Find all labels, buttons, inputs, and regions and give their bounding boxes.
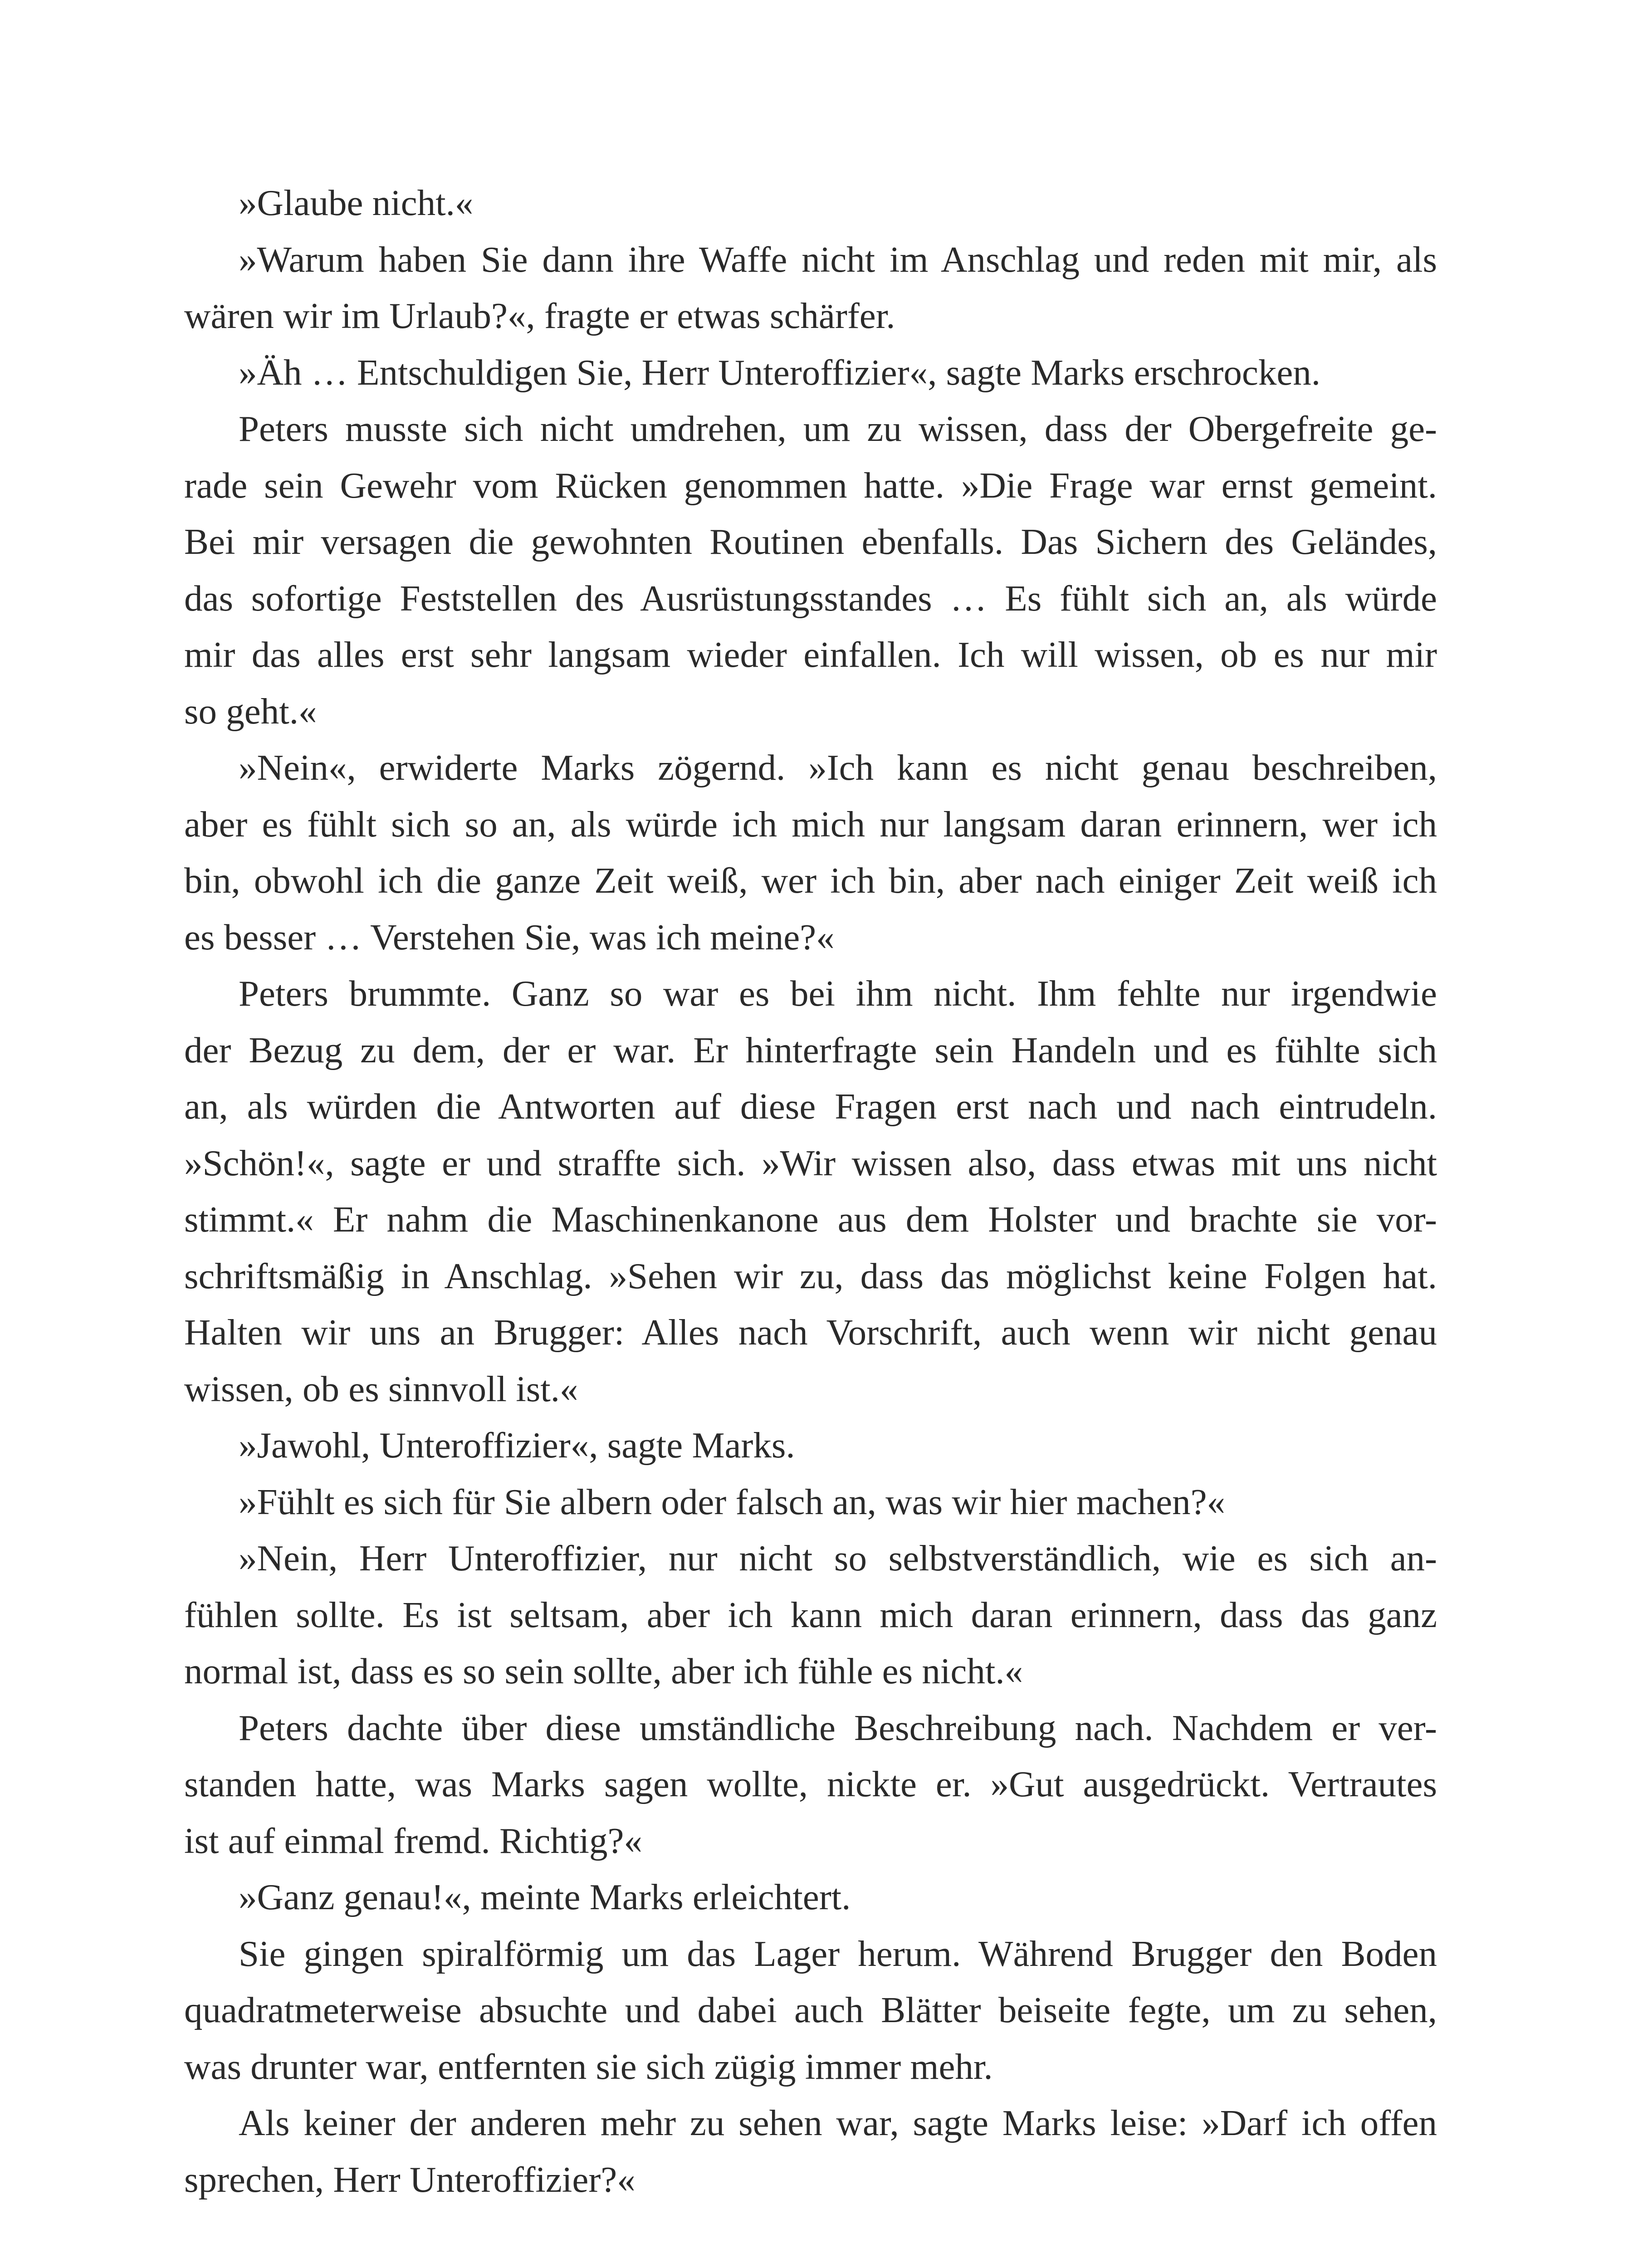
text-line: standen hatte, was Marks sagen wollte, nickte er. »Gut ausgedrückt. Vertrautes	[184, 1764, 1437, 1804]
text-line: bin, obwohl ich die ganze Zeit weiß, wer ich bin, aber nach einiger Zeit weiß ich	[184, 860, 1437, 901]
text-line: Peters musste sich nicht umdrehen, um zu wissen, dass der Obergefreite ge-	[239, 408, 1437, 449]
text-line: was drunter war, entfernten sie sich zügig immer mehr.	[184, 2046, 993, 2087]
text-line: wären wir im Urlaub?«, fragte er etwas schärfer.	[184, 295, 895, 336]
text-line: »Äh … Entschuldigen Sie, Herr Unteroffizier«, sagte Marks erschrocken.	[239, 352, 1321, 393]
text-line: normal ist, dass es so sein sollte, aber ich fühle es nicht.«	[184, 1651, 1023, 1691]
text-line: es besser … Verstehen Sie, was ich meine?«	[184, 916, 835, 958]
text-line: Als keiner der anderen mehr zu sehen war, sagte Marks leise: »Darf ich offen	[239, 2102, 1437, 2143]
text-line: »Warum haben Sie dann ihre Waffe nicht im Anschlag und reden mit mir, als	[239, 239, 1437, 280]
text-line: rade sein Gewehr vom Rücken genommen hatte. »Die Frage war ernst gemeint.	[184, 464, 1437, 506]
text-line: stimmt.« Er nahm die Maschinenkanone aus dem Holster und brachte sie vor-	[184, 1199, 1437, 1240]
text-line: mir das alles erst sehr langsam wieder einfallen. Ich will wissen, ob es nur mir	[184, 634, 1437, 675]
text-line: aber es fühlt sich so an, als würde ich mich nur langsam daran erinnern, wer ich	[184, 803, 1437, 845]
text-line: »Nein, Herr Unteroffizier, nur nicht so selbstverständlich, wie es sich an-	[239, 1538, 1437, 1579]
text-line: Bei mir versagen die gewohnten Routinen ebenfalls. Das Sichern des Geländes,	[184, 521, 1437, 562]
text-line: der Bezug zu dem, der er war. Er hinterfragte sein Handeln und es fühlte sich	[184, 1029, 1437, 1070]
text-line: »Fühlt es sich für Sie albern oder falsch an, was wir hier machen?«	[239, 1481, 1226, 1522]
text-line: »Glaube nicht.«	[239, 182, 474, 223]
text-line: wissen, ob es sinnvoll ist.«	[184, 1368, 578, 1409]
text-line: fühlen sollte. Es ist seltsam, aber ich kann mich daran erinnern, dass das ganz	[184, 1594, 1437, 1635]
text-line: das sofortige Feststellen des Ausrüstungsstandes … Es fühlt sich an, als würde	[184, 577, 1437, 619]
text-line: quadratmeterweise absuchte und dabei auch Blätter beiseite fegte, um zu sehen,	[184, 1989, 1437, 2030]
text-line: ist auf einmal fremd. Richtig?«	[184, 1820, 642, 1861]
text-line: schriftsmäßig in Anschlag. »Sehen wir zu, dass das möglichst keine Folgen hat.	[184, 1255, 1437, 1296]
text-line: sprechen, Herr Unteroffizier?«	[184, 2159, 636, 2200]
text-line: »Jawohl, Unteroffizier«, sagte Marks.	[239, 1425, 795, 1466]
text-line: Peters brummte. Ganz so war es bei ihm nicht. Ihm fehlte nur irgendwie	[239, 973, 1437, 1014]
text-line: Sie gingen spiralförmig um das Lager herum. Während Brugger den Boden	[239, 1933, 1437, 1974]
text-line: »Ganz genau!«, meinte Marks erleichtert.	[239, 1877, 851, 1917]
text-line: »Schön!«, sagte er und straffte sich. »Wir wissen also, dass etwas mit uns nicht	[184, 1142, 1437, 1183]
text-line: an, als würden die Antworten auf diese Fragen erst nach und nach eintrudeln.	[184, 1086, 1437, 1127]
text-line: so geht.«	[184, 690, 317, 732]
body-text	[184, 175, 1437, 2208]
text-line: Peters dachte über diese umständliche Beschreibung nach. Nachdem er ver-	[239, 1707, 1437, 1748]
text-line: »Nein«, erwiderte Marks zögernd. »Ich kann es nicht genau beschreiben,	[239, 747, 1437, 788]
text-line: Halten wir uns an Brugger: Alles nach Vorschrift, auch wenn wir nicht genau	[184, 1312, 1437, 1353]
